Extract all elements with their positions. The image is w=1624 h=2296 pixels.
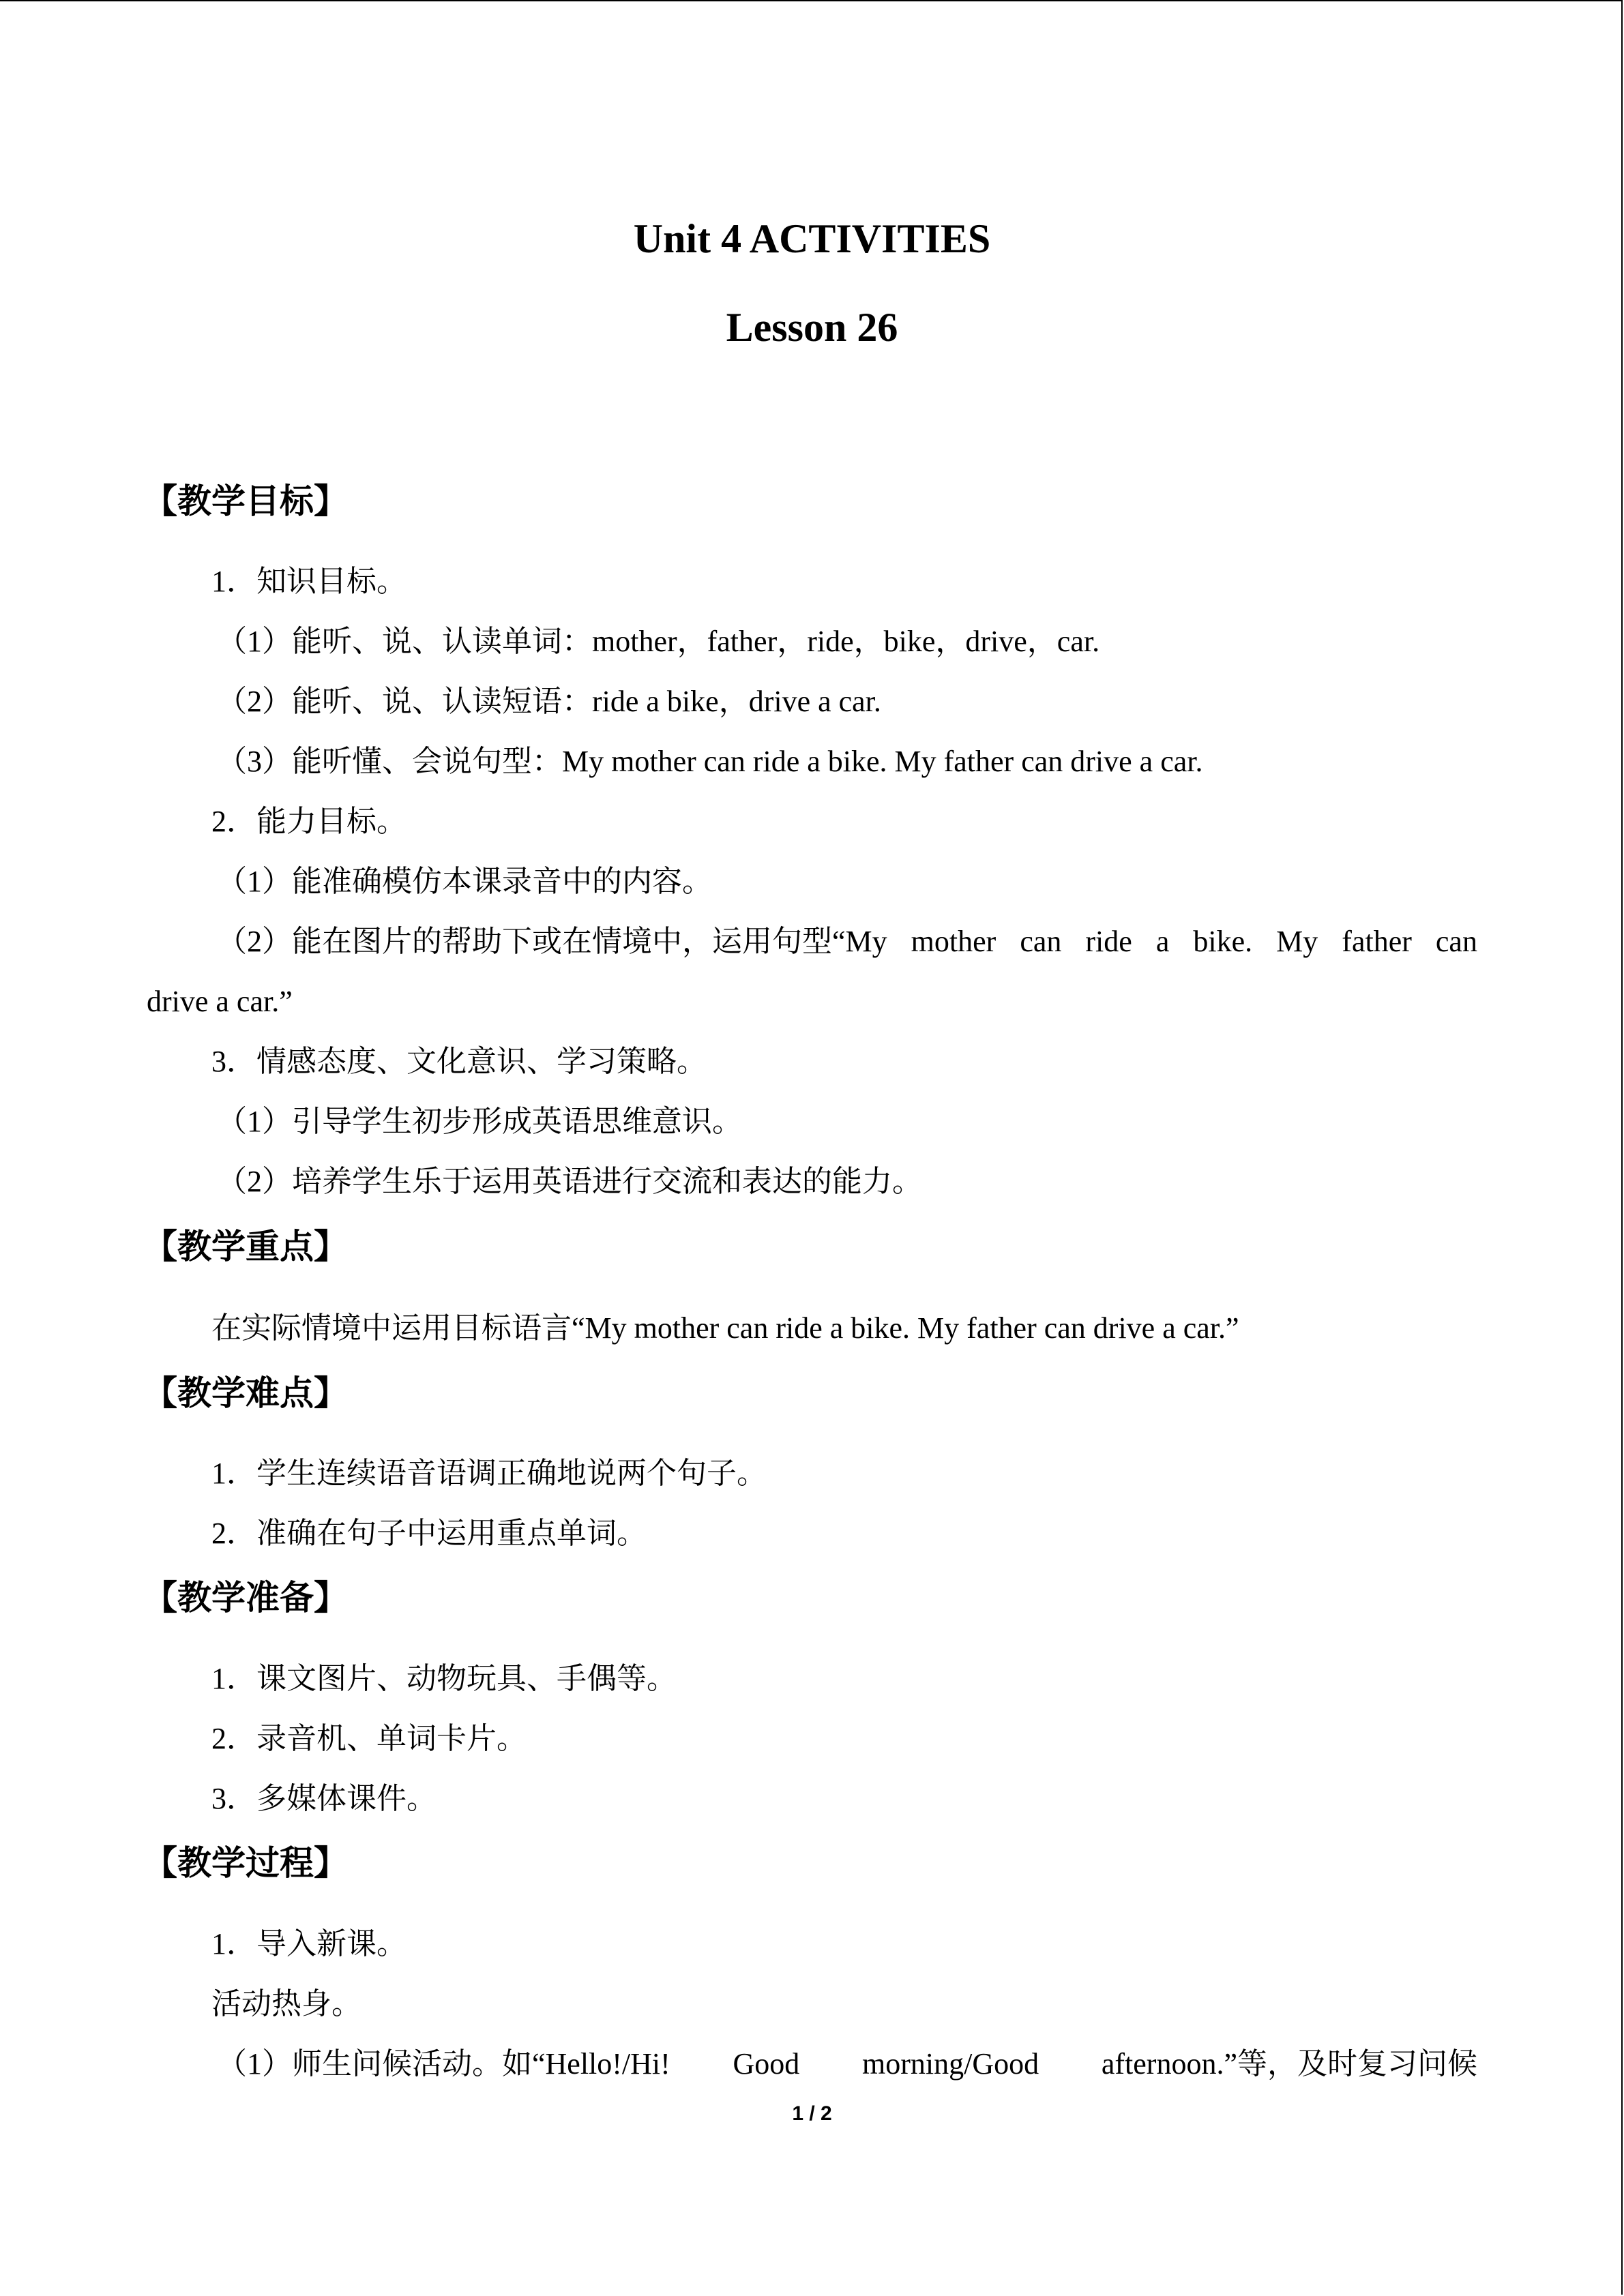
section-heading-difficulties: 【教学难点】 (143, 1373, 348, 1413)
ability-item-2-word: ride (1085, 925, 1132, 958)
section-heading-key-points: 【教学重点】 (143, 1227, 348, 1266)
process-activity-1-word: morning/Good (862, 2047, 1039, 2081)
section-heading-preparation: 【教学准备】 (143, 1578, 348, 1617)
process-warmup: 活动热身。 (211, 1987, 361, 2021)
knowledge-item-3: （3）能听懂、会说句型：My mother can ride a bike. My father can drive a car. (217, 745, 1203, 778)
process-activity-1 (217, 2044, 1477, 2085)
page-number: 1 / 2 (792, 2102, 832, 2125)
process-step-1: 1．导入新课。 (211, 1927, 407, 1960)
emotion-item-1: （1）引导学生初步形成英语思维意识。 (217, 1105, 742, 1138)
ability-objectives-heading: 2．能力目标。 (211, 805, 407, 838)
knowledge-objectives-heading: 1．知识目标。 (211, 565, 407, 598)
preparation-item-1: 1．课文图片、动物玩具、手偶等。 (211, 1662, 677, 1695)
preparation-item-2: 2．录音机、单词卡片。 (211, 1722, 527, 1755)
key-points-text: 在实际情境中运用目标语言“My mother can ride a bike. My father can drive a car.” (211, 1311, 1239, 1345)
ability-item-2 (217, 921, 1477, 962)
knowledge-item-2: （2）能听、说、认读短语：ride a bike，drive a car. (217, 685, 881, 718)
section-heading-process: 【教学过程】 (143, 1843, 348, 1883)
ability-item-2-word: （2）能在图片的帮助下或在情境中，运用句型“My (217, 925, 887, 958)
ability-item-2-word: mother (911, 925, 996, 958)
ability-item-2-word: can (1020, 925, 1062, 958)
document-subtitle: Lesson 26 (726, 305, 898, 350)
difficulty-item-2: 2．准确在句子中运用重点单词。 (211, 1517, 647, 1550)
ability-item-1: （1）能准确模仿本课录音中的内容。 (217, 865, 712, 898)
difficulty-item-1: 1．学生连续语音语调正确地说两个句子。 (211, 1457, 767, 1490)
ability-item-2-word: My (1276, 925, 1318, 958)
ability-item-2-word: bike. (1193, 925, 1253, 958)
emotion-item-2: （2）培养学生乐于运用英语进行交流和表达的能力。 (217, 1165, 922, 1198)
process-activity-1-word: Good (733, 2047, 800, 2081)
preparation-item-3: 3．多媒体课件。 (211, 1782, 437, 1815)
process-activity-1-word: （1）师生问候活动。如“Hello!/Hi! (217, 2047, 670, 2081)
knowledge-item-1: （1）能听、说、认读单词：mother，father，ride，bike，drive，car. (217, 625, 1100, 658)
ability-item-2-word: a (1155, 925, 1170, 958)
ability-item-2-word: father (1342, 925, 1412, 958)
document-title: Unit 4 ACTIVITIES (633, 216, 991, 261)
ability-item-2-word: can (1435, 925, 1477, 958)
emotion-objectives-heading: 3．情感态度、文化意识、学习策略。 (211, 1045, 707, 1078)
process-activity-1-word: afternoon.”等，及时复习问候 (1101, 2047, 1477, 2081)
ability-item-2-continued: drive a car.” (147, 985, 293, 1018)
section-heading-objectives: 【教学目标】 (143, 481, 348, 521)
